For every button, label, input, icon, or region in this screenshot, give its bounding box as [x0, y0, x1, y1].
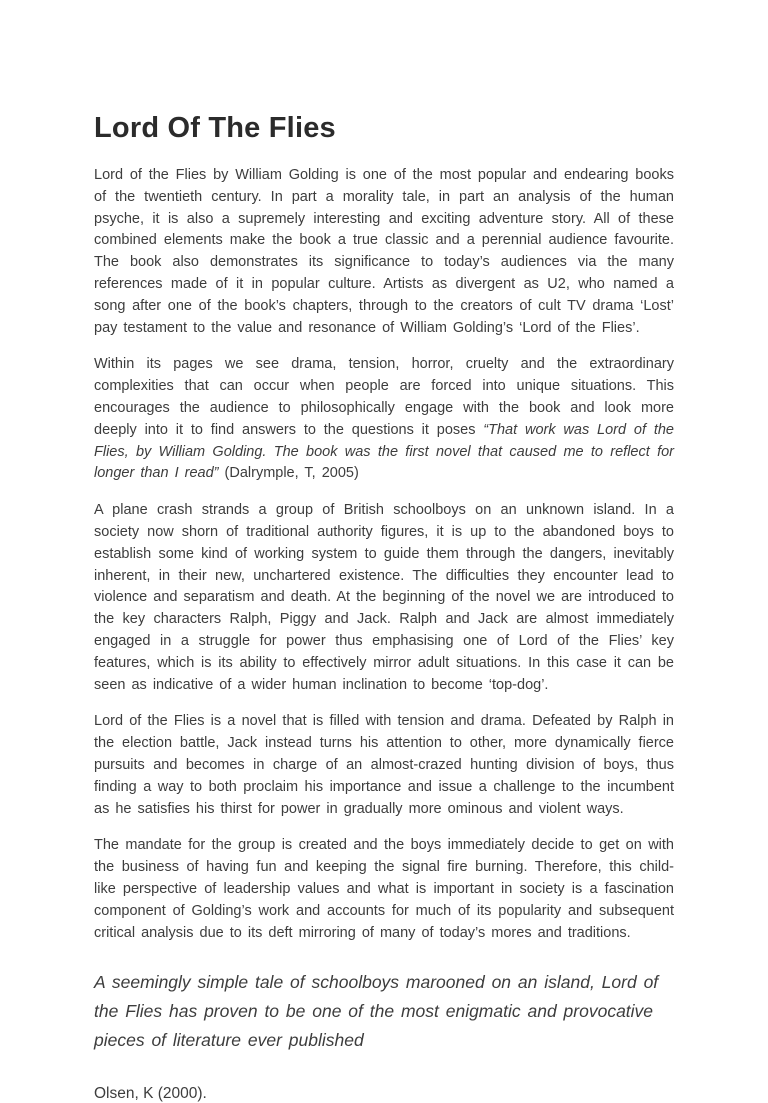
closing-citation: Olsen, K (2000).: [94, 1085, 207, 1103]
paragraph-themes-quote: “That work was Lord of the Flies, by William Golding. The book was the first novel that caused me to reflect for longer than I read”: [94, 421, 674, 482]
document-title: Lord Of The Flies: [94, 112, 336, 144]
paragraph-themes: [94, 354, 674, 485]
paragraph-plot-summary: A plane crash strands a group of British schoolboys on an unknown island. In a society now shorn of traditional authority figures, it is up to the abandoned boys to establish some kind of working system to guide them through the dangers, inevitably inherent, in their new, unchartered existence. The difficulties they encounter lead to violence and separatism and death. At the beginning of the novel we are introduced to the key characters Ralph, Piggy and Jack. Ralph and Jack are almost immediately engaged in a struggle for power thus emphasising one of Lord of the Flies’ key features, which is its ability to effectively mirror adult situations. In this case it can be seen as indicative of a wider human inclination to become ‘top-dog’.: [94, 502, 674, 693]
paragraph-tension-drama: Lord of the Flies is a novel that is filled with tension and drama. Defeated by Ralph in the election battle, Jack instead turns his attention to other, more dynamically fierce pursuits and becomes in charge of an almost-crazed hunting division of boys, thus finding a way to both proclaim his importance and issue a challenge to the incumbent as he satisfies his thirst for power in gradually more ominous and violent ways.: [94, 713, 674, 817]
paragraph-themes-citation: (Dalrymple, T, 2005): [218, 465, 359, 482]
paragraph-mandate: The mandate for the group is created and the boys immediately decide to get on with the business of having fun and keeping the signal fire burning. Therefore, this child-like perspective of leadership values and what is important in society is a fascination component of Golding’s work and accounts for much of its popularity and subsequent critical analysis due to its deft mirroring of many of today’s mores and traditions.: [94, 837, 674, 941]
paragraph-introduction: Lord of the Flies by William Golding is one of the most popular and endearing books of the twentieth century. In part a morality tale, in part an analysis of the human psyche, it is also a supremely interesting and exciting adventure story. All of these combined elements make the book a true classic and a perennial audience favourite. The book also demonstrates its significance to today’s audiences via the many references made of it in popular culture. Artists as divergent as U2, who named a song after one of the book’s chapters, through to the creators of cult TV drama ‘Lost’ pay testament to the value and resonance of William Golding’s ‘Lord of the Flies’.: [94, 167, 674, 336]
paragraph-themes-lead: Within its pages we see drama, tension, horror, cruelty and the extraordinary complexities that can occur when people are forced into unique situations. This encourages the audience to philosophically engage with the book and look more deeply into it to find answers to the questions it poses: [94, 356, 674, 438]
pull-quote: A seemingly simple tale of schoolboys marooned on an island, Lord of the Flies has proven to be one of the most enigmatic and provocative pieces of literature ever published: [94, 972, 659, 1051]
